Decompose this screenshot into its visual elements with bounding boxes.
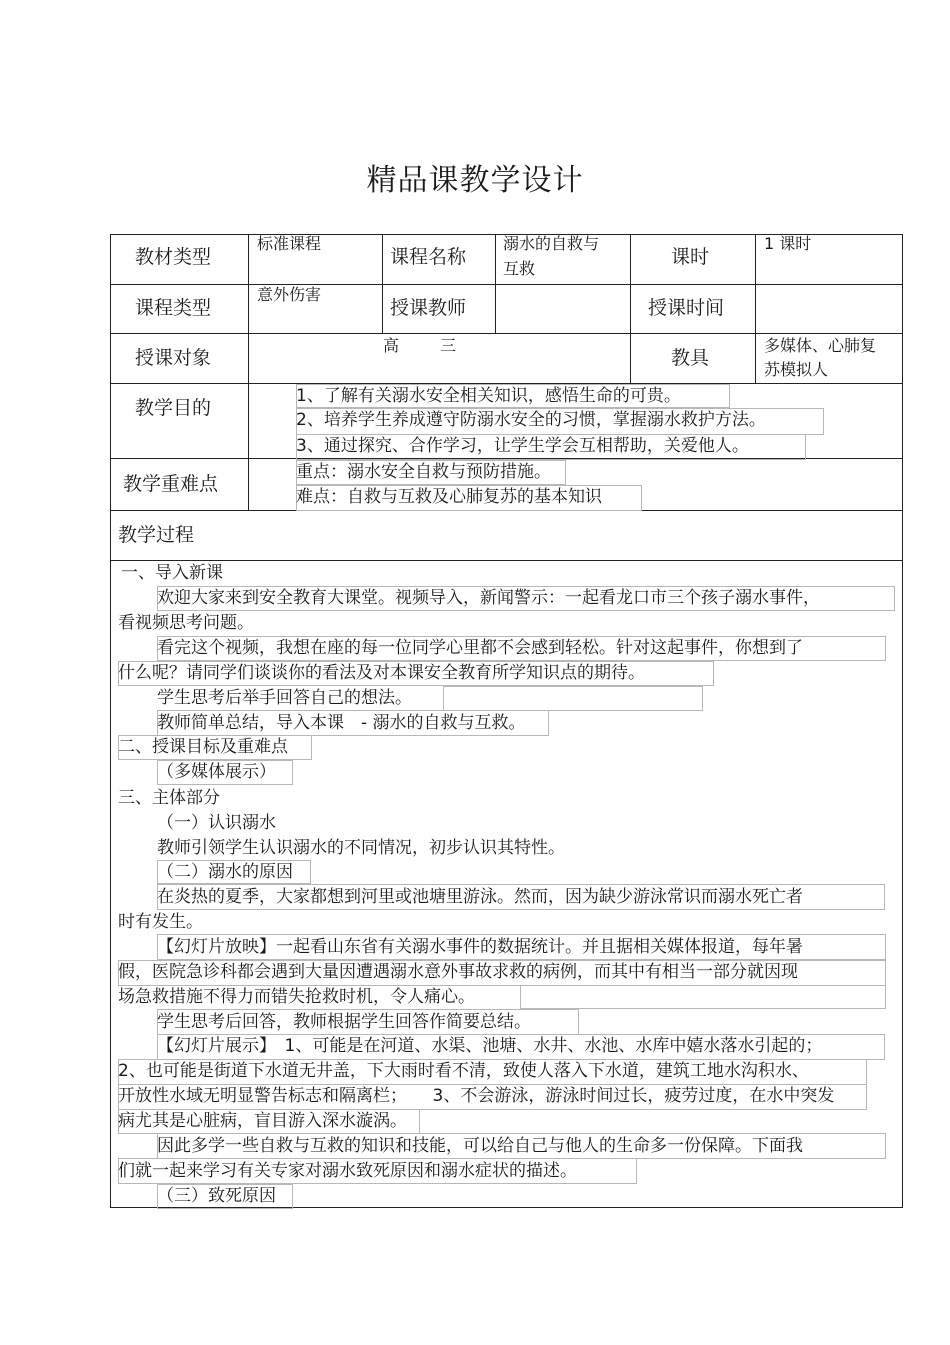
table-rule — [382, 234, 383, 333]
time-label: 授课时间 — [648, 297, 725, 319]
material-type-label: 教材类型 — [135, 246, 212, 268]
hours-value: 1 课时 — [764, 234, 812, 253]
objectives-label: 教学目的 — [135, 397, 212, 419]
audience-value-cont: 三 — [440, 336, 457, 355]
objective-item: 2、培养学生养成遵守防溺水安全的习惯，掌握溺水救护方法。 — [296, 410, 766, 430]
process-line: 【幻灯片展示】 1、可能是在河道、水渠、池塘、水井、水池、水库中嬉水落水引起的； — [157, 1036, 823, 1056]
table-border-left — [110, 234, 111, 1208]
process-line: 学生思考后回答，教师根据学生回答作简要总结。 — [157, 1012, 531, 1032]
tools-value: 多媒体、心肺复 — [764, 336, 877, 355]
process-line: 开放性水域无明显警告标志和隔离栏； 3、不会游泳，游泳时间过长，疲劳过度，在水中突发 — [118, 1086, 835, 1106]
process-line: 欢迎大家来到安全教育大课堂。视频导入，新闻警示：一起看龙口市三个孩子溺水事件， — [157, 588, 820, 608]
objective-item: 1、了解有关溺水安全相关知识，感悟生命的可贵。 — [296, 386, 681, 406]
process-line: 时有发生。 — [118, 912, 203, 932]
material-type-value: 标准课程 — [257, 234, 322, 253]
course-type-value: 意外伤害 — [257, 285, 322, 304]
process-line: 什么呢？请同学们谈谈你的看法及对本课安全教育所学知识点的期待。 — [118, 663, 645, 683]
course-name-value: 溺水的自救与 — [503, 234, 600, 253]
process-line: 教师简单总结，导入本课 - 溺水的自救与互救。 — [157, 713, 526, 733]
process-line: 看视频思考问题。 — [118, 613, 254, 633]
process-line: 病尤其是心脏病，盲目游入深水漩涡。 — [118, 1111, 407, 1131]
process-line: 2、也可能是街道下水道无井盖，下大雨时看不清，致使人落入下水道，建筑工地水沟积水、 — [118, 1061, 809, 1081]
process-line: 们就一起来学习有关专家对溺水致死原因和溺水症状的描述。 — [118, 1161, 577, 1181]
process-label: 教学过程 — [118, 524, 195, 546]
key-point-item: 难点：自救与互救及心肺复苏的基本知识 — [296, 487, 602, 507]
text-frame — [443, 686, 703, 711]
key-points-label: 教学重难点 — [123, 473, 219, 495]
subsection-heading: （一）认识溺水 — [157, 813, 276, 833]
audience-label: 授课对象 — [135, 347, 212, 369]
table-rule — [495, 234, 496, 333]
table-rule — [755, 234, 756, 383]
subsection-heading: （三）致死原因 — [157, 1186, 276, 1206]
process-line: 因此多学一些自救与互救的知识和技能，可以给自己与他人的生命多一份保障。下面我 — [157, 1136, 803, 1156]
table-rule — [110, 284, 902, 285]
teacher-label: 授课教师 — [390, 297, 467, 319]
tools-label: 教具 — [671, 347, 710, 369]
course-type-label: 课程类型 — [135, 297, 212, 319]
hours-label: 课时 — [671, 246, 710, 268]
process-line: 学生思考后举手回答自己的想法。 — [157, 688, 412, 708]
table-rule — [110, 560, 902, 561]
text-frame — [520, 985, 886, 1009]
tools-value-cont: 苏模拟人 — [764, 360, 829, 379]
process-line: （多媒体展示） — [157, 762, 276, 782]
table-border-right — [902, 234, 903, 1208]
section-heading: 三、主体部分 — [118, 788, 220, 808]
process-line: 在炎热的夏季，大家都想到河里或池塘里游泳。然而，因为缺少游泳常识而溺水死亡者 — [157, 887, 803, 907]
audience-value: 高 — [383, 336, 400, 355]
section-heading: 二、授课目标及重难点 — [118, 737, 288, 757]
process-line: 场急救措施不得力而错失抢救时机，令人痛心。 — [118, 987, 475, 1007]
process-line: 看完这个视频，我想在座的每一位同学心里都不会感到轻松。针对这起事件，你想到了 — [157, 638, 803, 658]
table-rule — [248, 234, 249, 510]
objective-item: 3、通过探究、合作学习，让学生学会互相帮助，关爱他人。 — [296, 436, 749, 456]
key-point-item: 重点：溺水安全自救与预防措施。 — [296, 462, 551, 482]
process-line: 【幻灯片放映】一起看山东省有关溺水事件的数据统计。并且据相关媒体报道，每年暑 — [157, 937, 803, 957]
process-line: 教师引领学生认识溺水的不同情况，初步认识其特性。 — [157, 838, 565, 858]
process-line: 假，医院急诊科都会遇到大量因遭遇溺水意外事故求救的病例，而其中有相当一部分就因现 — [118, 962, 798, 982]
course-name-label: 课程名称 — [390, 246, 467, 268]
course-name-value-cont: 互救 — [503, 259, 536, 278]
table-rule — [630, 234, 631, 383]
page-title: 精品课教学设计 — [366, 163, 584, 198]
subsection-heading: （二）溺水的原因 — [157, 862, 293, 882]
section-heading: 一、导入新课 — [121, 563, 223, 583]
